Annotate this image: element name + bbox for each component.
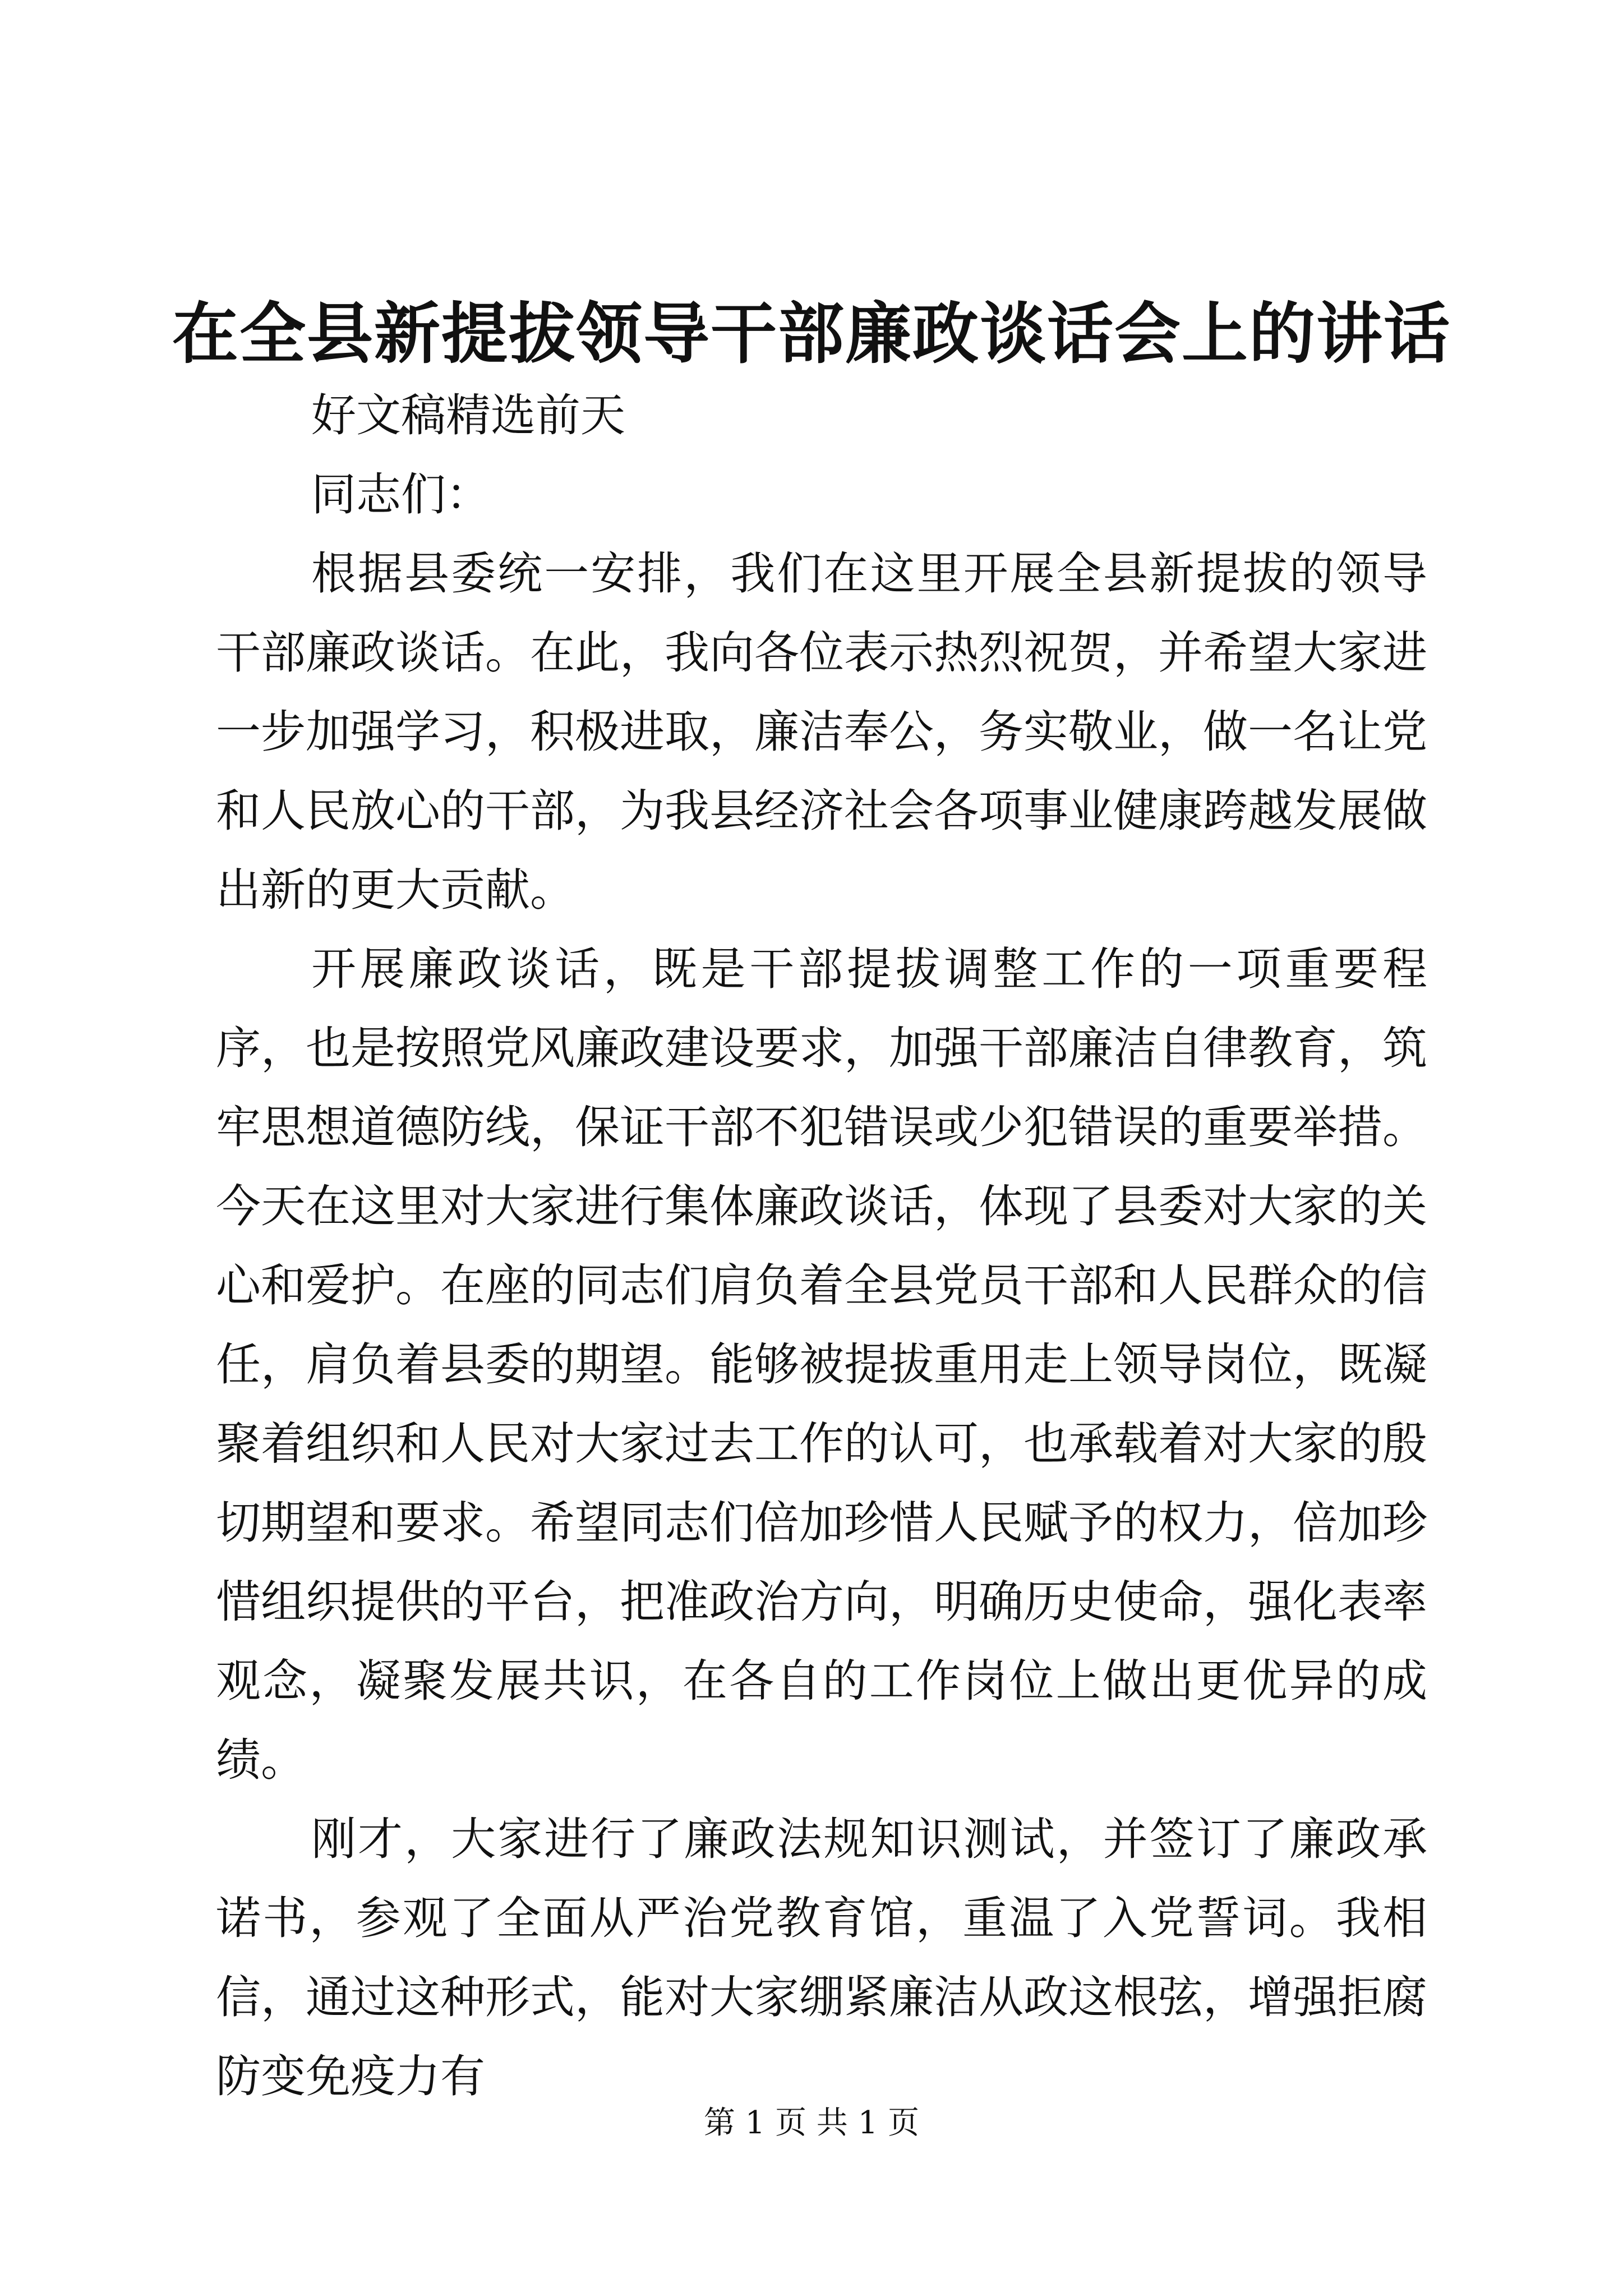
paragraph-intro: 根据县委统一安排，我们在这里开展全县新提拔的领导干部廉政谈话。在此，我向各位表示热烈祝贺，并希望大家进一步加强学习，积极进取，廉洁奉公，务实敬业，做一名让党和人民放心的干部，为我县经济社会各项事业健康跨越发展做出新的更大贡献。 xyxy=(216,547,1427,916)
document-body xyxy=(216,376,1427,2116)
paragraph-talk-purpose: 开展廉政谈话，既是干部提拔调整工作的一项重要程序，也是按照党风廉政建设要求，加强干部廉洁自律教育，筑牢思想道德防线，保证干部不犯错误或少犯错误的重要举措。今天在这里对大家进行集体廉政谈话，体现了县委对大家的关心和爱护。在座的同志们肩负着全县党员干部和人民群众的信任，肩负着县委的期望。能够被提拔重用走上领导岗位，既凝聚着组织和人民对大家过去工作的认可，也承载着对大家的殷切期望和要求。希望同志们倍加珍惜人民赋予的权力，倍加珍惜组织提供的平台，把准政治方向，明确历史使命，强化表率观念，凝聚发展共识，在各自的工作岗位上做出更优异的成绩。 xyxy=(216,943,1427,1786)
paragraph-source: 好文稿精选前天 xyxy=(311,389,625,441)
paragraph-activities: 刚才，大家进行了廉政法规知识测试，并签订了廉政承诺书，参观了全面从严治党教育馆，重温了入党誓词。我相信，通过这种形式，能对大家绷紧廉洁从政这根弦，增强拒腐防变免疫力有 xyxy=(216,1813,1427,2102)
document-title: 在全县新提拔领导干部廉政谈话会上的讲话 xyxy=(172,295,1451,372)
page-footer: 第 1 页 共 1 页 xyxy=(703,2105,920,2141)
paragraph-salutation: 同志们： xyxy=(311,468,491,521)
